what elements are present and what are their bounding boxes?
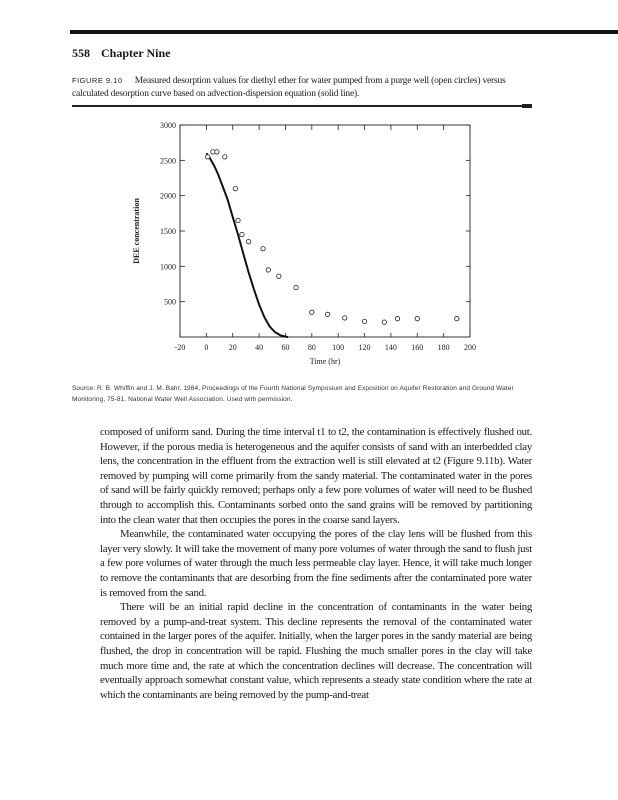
measured-point: [395, 316, 399, 320]
x-tick-label: 20: [228, 343, 237, 352]
measured-point: [415, 316, 419, 320]
measured-point: [205, 155, 209, 159]
chapter-title: Chapter Nine: [101, 46, 171, 60]
measured-point: [240, 232, 244, 236]
figure-caption: [72, 74, 532, 101]
paragraph-3: There will be an initial rapid decline in the concentration of contaminants in the water being removed by a pump-and-treat system. This decline represents the removal of the contaminated water contained in the larger pores of the aquifer. Initially, when the larger pores in the sandy material are being flushed, the drop in concentration will be rapid. Flushing the much smaller pores in the clay will take much more time and, the rate at which the concentration declines will decrease. The concentration will eventually approach somewhat constant value, which represents a steady state condition where the rate at which the contaminants are being removed by the pump-and-treat: [100, 601, 532, 701]
x-tick-label: -20: [174, 343, 186, 352]
page-number: 558: [72, 46, 90, 60]
desorption-chart: [125, 115, 495, 375]
measured-point: [362, 319, 366, 323]
y-tick-label: 2000: [160, 191, 176, 201]
y-tick-label: 500: [164, 297, 176, 307]
x-tick-label: 40: [255, 343, 264, 352]
y-tick-label: 1000: [160, 262, 176, 272]
x-tick-label: 140: [384, 343, 397, 352]
x-tick-label: 0: [204, 343, 209, 352]
x-tick-label: 160: [411, 343, 424, 352]
measured-point: [325, 312, 329, 316]
y-axis-title: DEE concentration: [132, 198, 141, 264]
x-tick-label: 80: [307, 343, 316, 352]
measured-point: [223, 155, 227, 159]
figure-source: Source: R. B. Whiffin and J. M. Bahr, 1984, Proceedings of the Fourth National Symposium and Exposition on Aquifer Restoration and Ground Water Monitoring, 75-81. National Water Well Association. Used with permission.: [72, 385, 514, 403]
measured-point: [343, 316, 347, 320]
x-tick-label: 60: [281, 343, 290, 352]
running-head: [72, 46, 170, 61]
paragraph-2: Meanwhile, the contaminated water occupying the pores of the clay lens will be flushed from this layer very slowly. It will take the movement of many pore volumes of water through the sand to flush just a few pore volumes of water through the much less permeable clay layer. Hence, it will take much longer to remove the contaminants that are desorbing from the fine sediments after the contaminated pore water is removed from the sand.: [100, 528, 532, 599]
calculated-curve: [206, 153, 288, 337]
figure-caption-text: Measured desorption values for diethyl ether for water pumped from a purge well (open circles) versus calculated desorption curve based on advection-dispersion equation (solid line).: [72, 76, 506, 99]
y-tick-label: 3000: [160, 121, 176, 130]
measured-point: [246, 239, 250, 243]
x-axis-title: Time (hr): [309, 357, 341, 366]
top-rule: [70, 30, 618, 34]
measured-point: [233, 186, 237, 190]
measured-point: [236, 218, 240, 222]
y-tick-label: 1500: [160, 227, 176, 236]
measured-point: [455, 316, 459, 320]
y-tick-label: 2500: [160, 156, 176, 166]
paragraph-1: composed of uniform sand. During the time interval t1 to t2, the contamination is effectively flushed out. However, if the porous media is heterogeneous and the aquifer consists of sand with an interbedded clay lens, the concentration in the effluent from the extraction well is still elevated at t2 (Figure 9.11b). Water removed by pumping will come primarily from the sandy material. The contaminated water in the pores of sand will be fairly quickly removed; perhaps only a few pore volumes of water will need to be flushed through to accomplish this. Contaminants sorbed onto the sand grains will be removed by partitioning into the clean water that then occupies the pores in the coarse sand layers.: [100, 426, 532, 526]
x-tick-label: 100: [332, 343, 345, 352]
measured-point: [382, 320, 386, 324]
measured-point: [294, 285, 298, 289]
figure-label: FIGURE 9.10: [72, 76, 123, 85]
body-text: [100, 425, 532, 702]
caption-rule: [72, 105, 532, 107]
measured-point: [215, 150, 219, 154]
x-tick-label: 120: [358, 343, 371, 352]
measured-point: [277, 274, 281, 278]
x-tick-label: 200: [464, 343, 476, 352]
caption-rule-end: [522, 104, 532, 108]
measured-point: [310, 310, 314, 314]
measured-point: [261, 246, 265, 250]
x-tick-label: 180: [437, 343, 450, 352]
measured-point: [266, 268, 270, 272]
